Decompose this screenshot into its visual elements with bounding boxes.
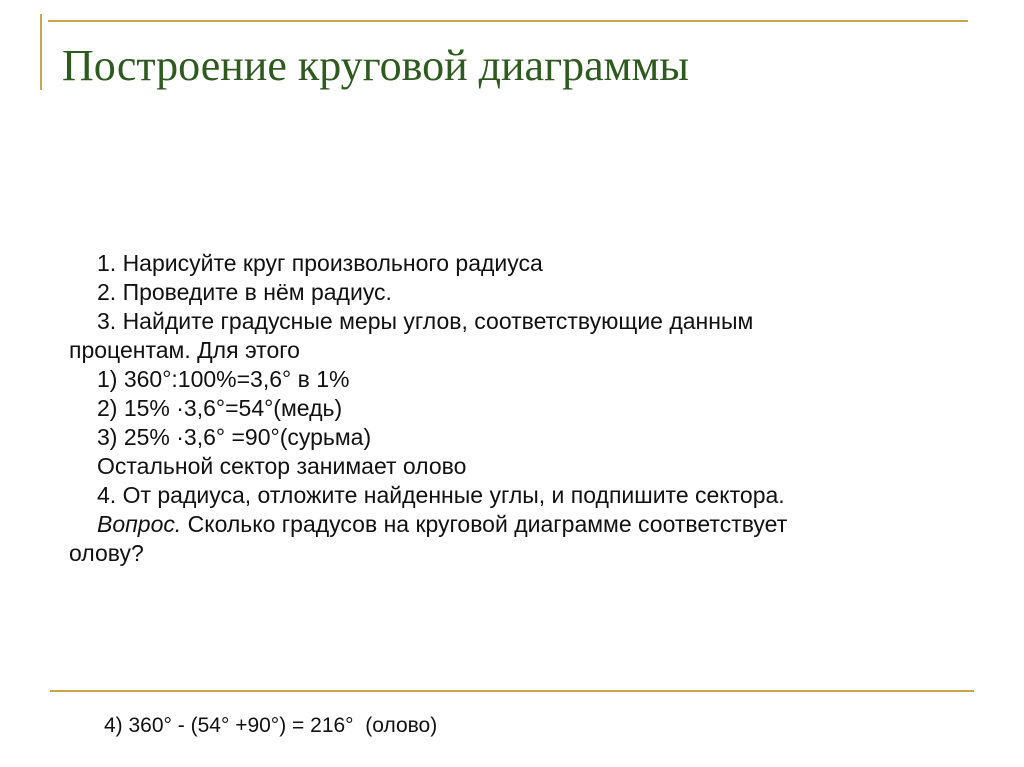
slide-title: Построение круговой диаграммы: [62, 41, 689, 90]
question-line-1: [69, 510, 979, 539]
bottom-rule-divider: [50, 690, 974, 692]
question-line-2: олову?: [69, 540, 144, 566]
calculation-1: 1) 360°:100%=3,6° в 1%: [97, 366, 350, 392]
question-text: Сколько градусов на круговой диаграмме соответствует: [181, 511, 788, 537]
instruction-step-3-line-2: процентам. Для этого: [69, 337, 300, 363]
instruction-step-3-line-1: 3. Найдите градусные меры углов, соответствующие данным: [97, 308, 754, 334]
remaining-sector-note: Остальной сектор занимает олово: [97, 453, 467, 479]
question-label: Вопрос.: [97, 511, 182, 537]
left-rule-divider: [40, 14, 42, 90]
calculation-2: 2) 15% ·3,6°=54°(медь): [97, 395, 343, 421]
top-rule-divider: [48, 20, 968, 22]
instruction-step-1: 1. Нарисуйте круг произвольного радиуса: [97, 250, 543, 276]
instruction-step-2: 2. Проведите в нём радиус.: [97, 279, 392, 305]
instruction-step-4: 4. От радиуса, отложите найденные углы, и подпишите сектора.: [97, 482, 785, 508]
answer-text: 4) 360° - (54° +90°) = 216° (олово): [104, 714, 438, 737]
calculation-3: 3) 25% ·3,6° =90°(сурьма): [97, 424, 372, 450]
instructions-block: [69, 249, 979, 568]
